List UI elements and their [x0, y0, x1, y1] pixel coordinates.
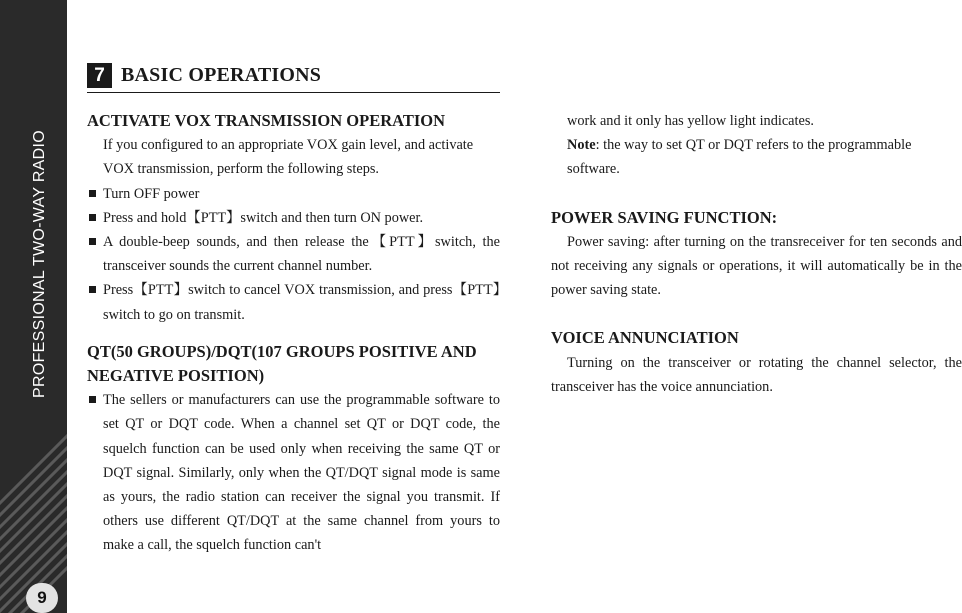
chapter-header [87, 63, 321, 88]
vox-step [87, 182, 500, 206]
vox-step [87, 278, 500, 326]
vox-step-text: Turn OFF power [103, 185, 200, 202]
right-column [551, 109, 962, 399]
voice-heading: VOICE ANNUNCIATION [551, 328, 739, 348]
vox-heading: ACTIVATE VOX TRANSMISSION OPERATION [87, 111, 446, 130]
vox-step-text: Press【PTT】switch to cancel VOX transmission, and press【PTT】switch to go on transmit. [103, 282, 500, 323]
vox-step-text: Press and hold【PTT】switch and then turn ON power. [103, 209, 424, 226]
bullet-square-icon [89, 214, 96, 221]
qt-continuation: work and it only has yellow light indicates. [567, 113, 814, 129]
qt-body-text: The sellers or manufacturers can use the programmable software to set QT or DQT code. When a channel set QT or DQT code, the squelch function can be used only when receiving the same QT or DQT signal. Similarly, only when the QT/DQT signal mode is same as yours, the radio station can receiver the signal you transmit. If others use different QT/DQT at the same channel from yours to make a call, the squelch function can't [103, 392, 500, 554]
voice-body: Turning on the transceiver or rotating the channel selector, the transceiver has the voice annunciation. [551, 354, 962, 395]
bullet-square-icon [89, 286, 96, 293]
vox-intro: If you configured to an appropriate VOX gain level, and activate VOX transmission, perform the following steps. [103, 137, 474, 178]
vox-step [87, 206, 500, 230]
page-number: 9 [26, 583, 58, 613]
power-saving-heading: POWER SAVING FUNCTION: [551, 207, 778, 227]
vox-step-text: A double-beep sounds, and then release the【PTT】switch, the transceiver sounds the current channel number. [103, 234, 500, 275]
bullet-square-icon [89, 238, 96, 245]
qt-heading: QT(50 GROUPS)/DQT(107 GROUPS POSITIVE AND NEGATIVE POSITION) [87, 341, 477, 386]
note-text: : the way to set QT or DQT refers to the programmable software. [567, 137, 912, 178]
note-label: Note [567, 137, 596, 154]
chapter-number-badge: 7 [87, 63, 112, 88]
chapter-title: BASIC OPERATIONS [121, 64, 322, 86]
qt-note [551, 133, 962, 181]
chapter-rule-divider [87, 92, 500, 93]
sidebar [0, 0, 67, 613]
left-column [87, 109, 500, 558]
power-saving-body: Power saving: after turning on the transreceiver for ten seconds and not receiving any signals or operations, it will automatically be in the power saving state. [551, 233, 962, 299]
bullet-square-icon [89, 396, 96, 403]
sidebar-vertical-title: PROFESSIONAL TWO-WAY RADIO [31, 130, 48, 398]
vox-step [87, 230, 500, 278]
bullet-square-icon [89, 190, 96, 197]
qt-paragraph [87, 388, 500, 557]
